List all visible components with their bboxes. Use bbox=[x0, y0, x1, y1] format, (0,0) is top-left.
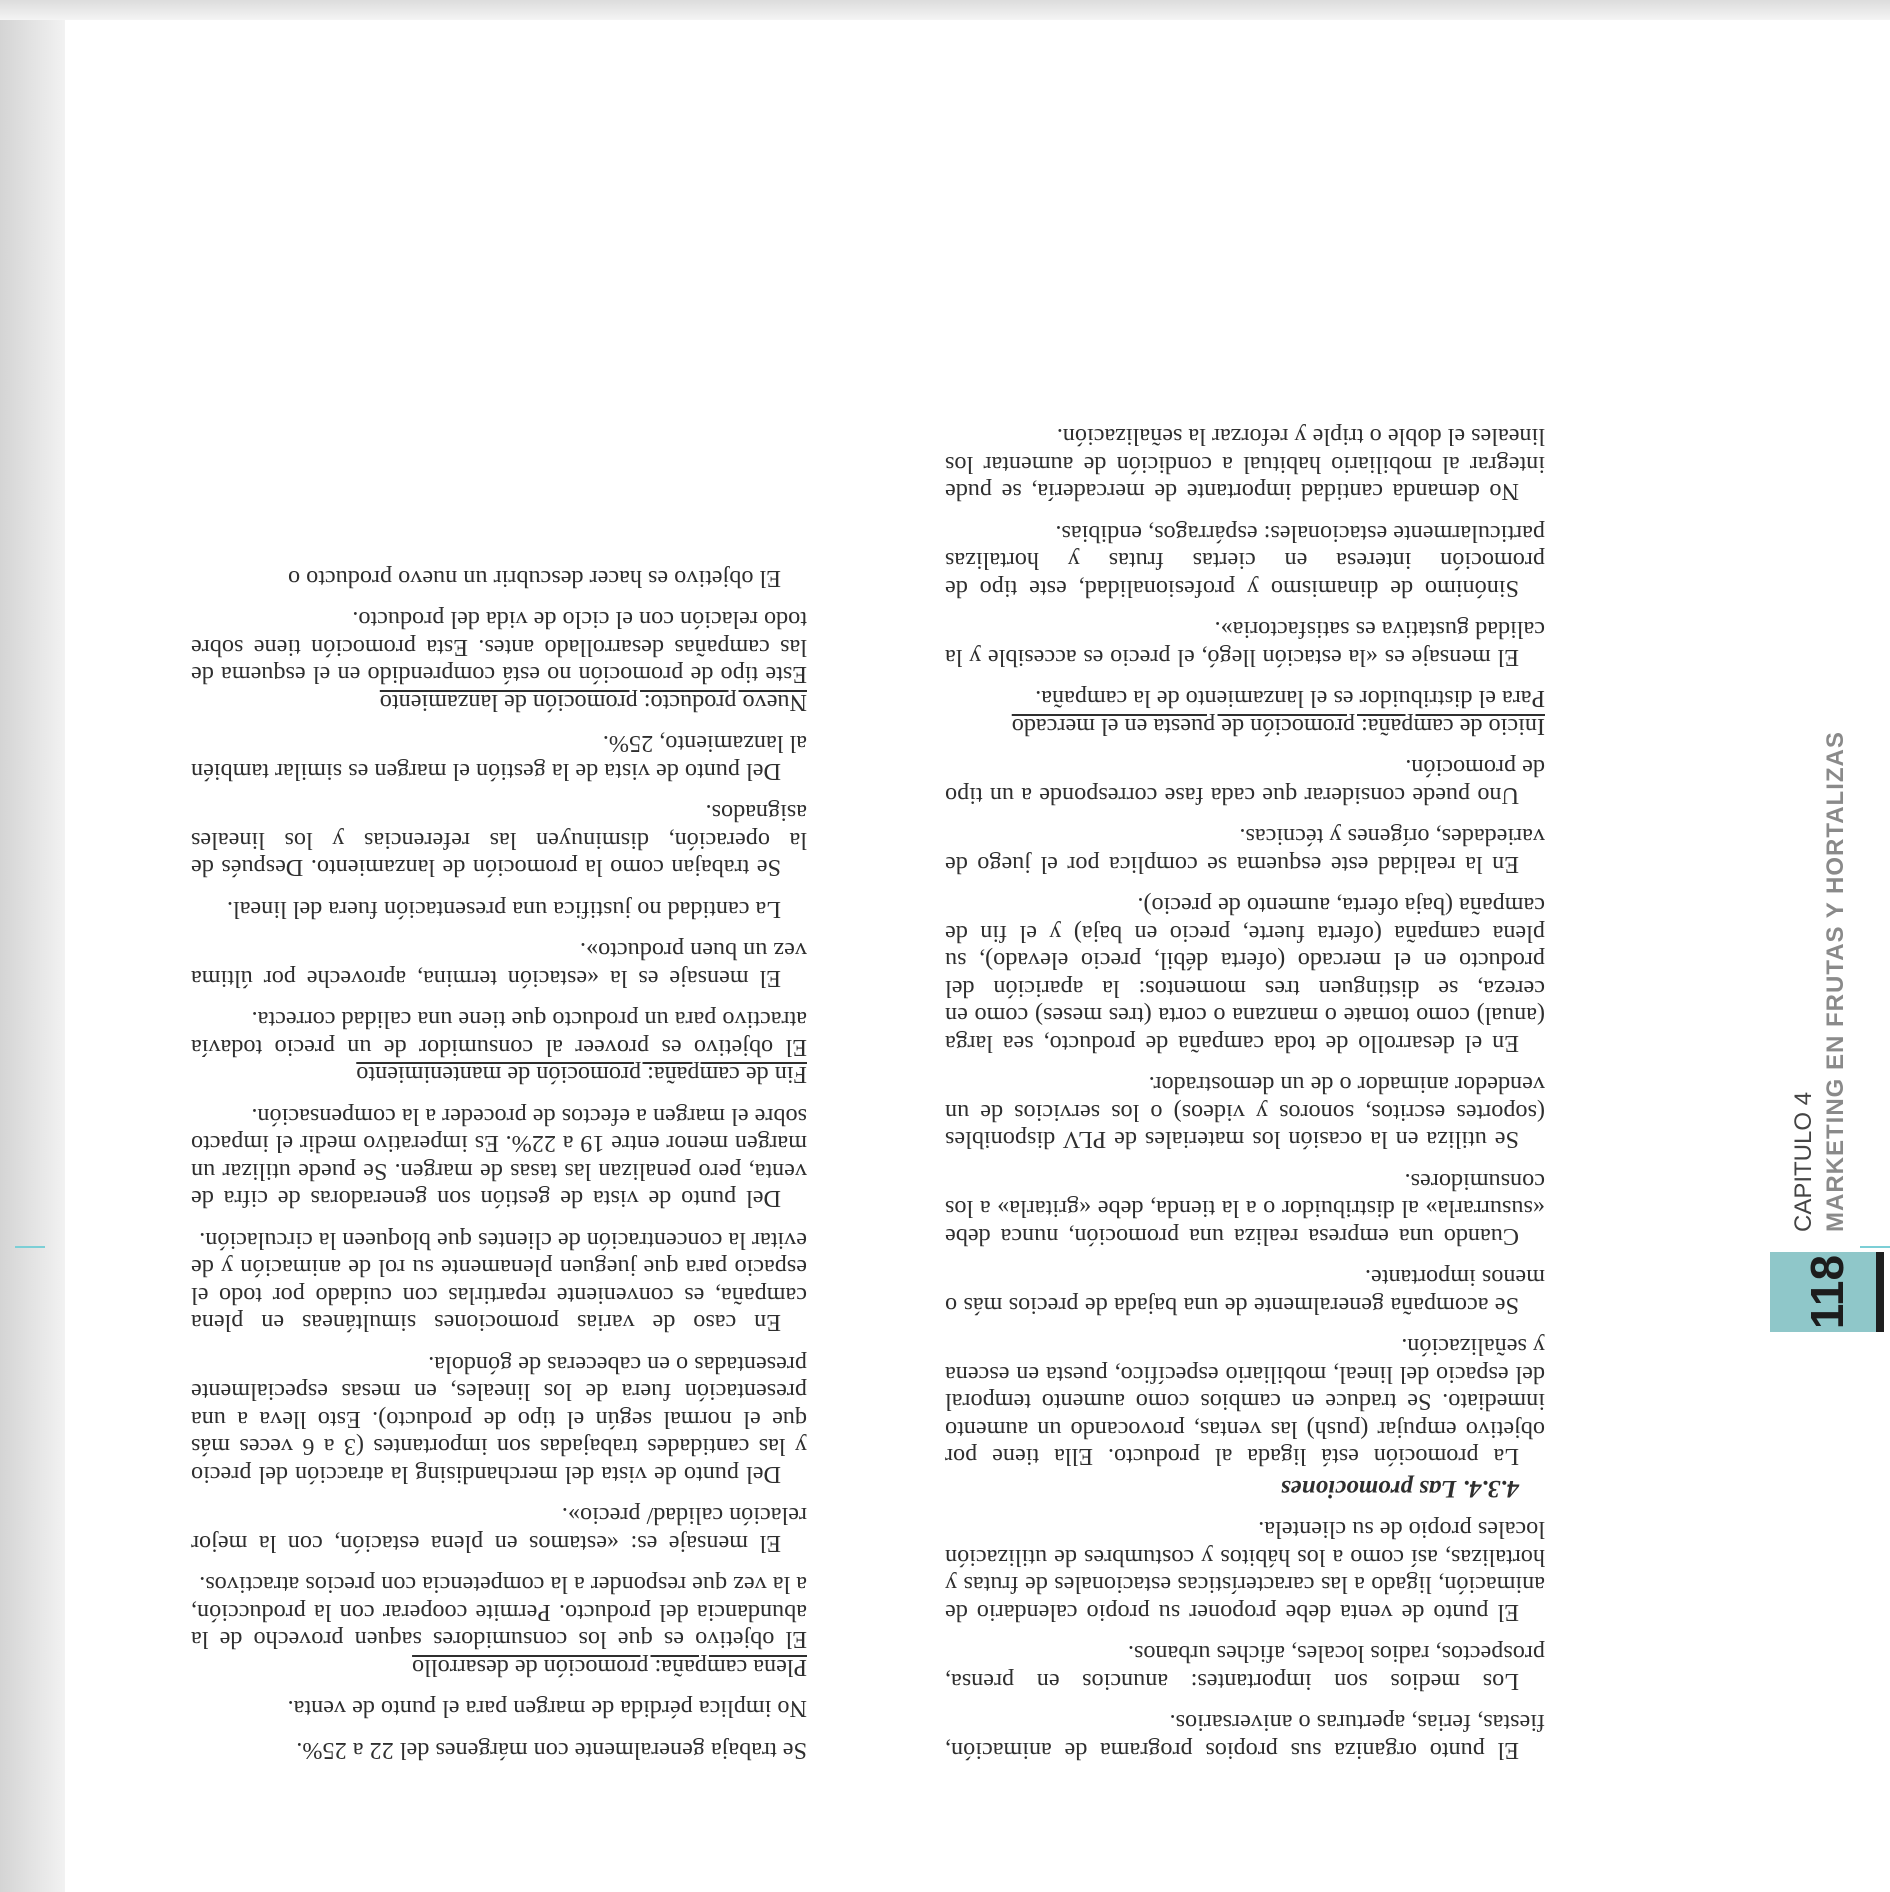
paragraph: El punto de venta debe proponer su propio calendario de animación, ligado a las características estacionales de frutas y hortalizas, así como a los hábitos y costumbres de utilización locales propio de su clientela. bbox=[945, 1516, 1545, 1626]
paragraph: Uno puede considerar que cada fase corresponde a un tipo de promoción. bbox=[945, 754, 1545, 809]
text-column-left bbox=[945, 409, 1545, 1764]
paragraph: El mensaje es: «estamos en plena estación, con la mejor relación calidad/ precio». bbox=[191, 1502, 807, 1557]
subheading: Fin de campaña: promoción de mantenimiento bbox=[356, 1061, 807, 1089]
running-chapter: CAPITULO 4 bbox=[1790, 1091, 1817, 1232]
paragraph: El punto organiza sus propios programa de animación, fiestas, ferias, aperturas o aniversarios. bbox=[945, 1709, 1545, 1764]
paragraph: Se trabajan como la promoción de lanzamiento. Después de la operación, disminuyen las referencias y los lineales asignados. bbox=[191, 799, 807, 882]
paragraph: Se utiliza en la ocasión los materiales de PLV disponibles (soportes escritos, sonoros y videos) o los servicios de un vendedor animador o de un demostrador. bbox=[945, 1071, 1545, 1154]
paragraph: El objetivo es proveer al consumidor de un precio todavía atractivo para un producto que tiene una calidad correcta. bbox=[191, 1006, 807, 1061]
paragraph: Del punto de vista de la gestión el margen es similar también al lanzamiento, 25%. bbox=[191, 730, 807, 785]
paragraph: El mensaje es «la estación llegó, el precio es accesible y la calidad gustativa es satisfactoria». bbox=[945, 616, 1545, 671]
paragraph: Del punto de vista del merchandising la atracción del precio y las cantidades trabajadas son importantes (3 a 6 veces más que el normal según el tipo de producto). Esto lleva a una presentación fuera de los lineales, en mesas especialmente presentadas o en cabeceras de góndola. bbox=[191, 1351, 807, 1488]
paragraph: Del punto de vista de gestión son generadoras de cifra de venta, pero penalizan las tasas de margen. Se puede utilizar un margen menor entre 19 a 22%. Es imperativo medir el impacto sobre el margen a efectos de proceder a la compensación. bbox=[191, 1103, 807, 1213]
page-number: 118 bbox=[1801, 1254, 1853, 1330]
page-edge bbox=[0, 0, 1890, 20]
paragraph: En el desarrollo de toda campaña de producto, sea larga (anual) como tomate o manzana o corta (tres meses) como en cereza, se distinguen tres momentos: la aparición del producto en el mercado (oferta débil, precio elevado), su plena campaña (oferta fuerte, precio en baja) y el fin de campaña (baja oferta, aumento de precio). bbox=[945, 892, 1545, 1057]
paragraph: El mensaje es la «estación termina, aproveche por última vez un buen producto». bbox=[191, 937, 807, 992]
paragraph: El objetivo es hacer descubrir un nuevo producto o bbox=[287, 565, 781, 592]
paragraph: La promoción está ligada al producto. Ella tiene por objetivo empujar (push) las ventas, provocando un aumento inmediato. Se traduce en cambios como aumento temporal del espacio del lineal, mobiliario específico, puesta en escena y señalización. bbox=[945, 1333, 1545, 1471]
subheading: Nuevo producto: promoción de lanzamiento bbox=[379, 689, 807, 716]
paragraph: La cantidad no justifica una presentación fuera del lineal. bbox=[226, 896, 781, 923]
text-column-right bbox=[191, 551, 807, 1765]
paragraph: Sinónimo de dinamismo y profesionalidad, este tipo de promoción interesa en ciertas frutas y hortalizas particularmente estacionales: espárragos, endibias. bbox=[945, 520, 1545, 602]
paragraph: Se trabaja generalmente con márgenes del 22 a 25%. bbox=[296, 1737, 807, 1764]
paragraph: Para el distribuidor es el lanzamiento de la campaña. bbox=[1035, 685, 1545, 713]
paragraph: No implica pérdida de margen para el punto de venta. bbox=[287, 1695, 807, 1723]
paragraph: No demanda cantidad importante de mercadería, se pude integrar al mobiliario habitual a condición de aumentar los lineales el doble o triple y reforzar la señalización. bbox=[945, 423, 1545, 506]
paragraph: Los medios son importantes: anuncios en prensa, prospectos, radios locales, afiches urbanos. bbox=[945, 1640, 1545, 1695]
page-badge-bar bbox=[1876, 1252, 1884, 1332]
paragraph: En la realidad este esquema se complica por el juego de variedades, orígenes y técnicas. bbox=[945, 823, 1545, 878]
binding-gutter bbox=[0, 0, 65, 1892]
chapter-sidebar bbox=[1740, 532, 1890, 1332]
subheading: Inicio de campaña: promoción de puesta en el mercado bbox=[1011, 713, 1545, 740]
crop-mark-right bbox=[15, 1246, 45, 1248]
section-heading: 4.3.4. Las promociones bbox=[1280, 1475, 1519, 1502]
paragraph: El objetivo es que los consumidores saquen provecho de la abundancia del producto. Permite cooperar con la producción, a la vez que responder a la competencia con precios atractivos. bbox=[191, 1571, 807, 1654]
paragraph: Cuando una empresa realiza una promoción, nunca debe «susurrarla» al distribuidor o a la tienda, debe «gritarla» a los consumidores. bbox=[945, 1168, 1545, 1250]
paragraph: Se acompaña generalmente de una bajada de precios más o menos importante. bbox=[945, 1264, 1545, 1319]
paragraph: Este tipo de promoción no está comprendido en el esquema de las campañas desarrollado antes. Esta promoción tiene sobre todo relación con el ciclo de vida del producto. bbox=[191, 606, 807, 689]
paragraph: En caso de varias promociones simultáneas en plena campaña, es conveniente repartirlas con cuidado por todo el espacio para que jueguen plenamente su rol de animación y de evitar la concentración de clientes que bloqueen la circulación. bbox=[191, 1227, 807, 1337]
running-book-title: MARKETING EN FRUTAS Y HORTALIZAS bbox=[1822, 731, 1849, 1232]
subheading: Plena campaña: promoción de desarrollo bbox=[412, 1654, 807, 1681]
